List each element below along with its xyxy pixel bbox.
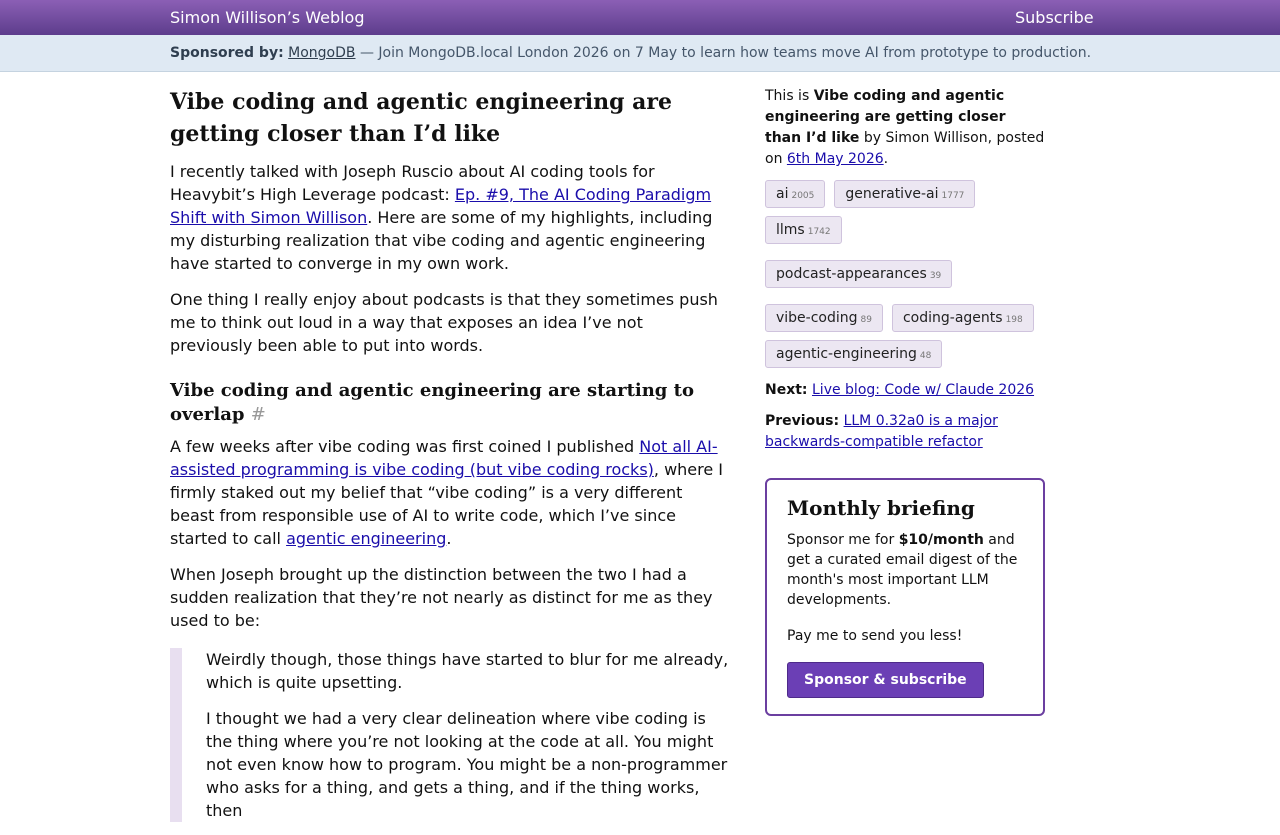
tag-ai[interactable] <box>765 180 825 208</box>
section-anchor-link[interactable]: # <box>250 404 266 425</box>
quote-paragraph: I thought we had a very clear delineation where vibe coding is the thing where you’re not looking at the code at all. You might not even know how to program. You might be a non-programmer who asks for a thing, and gets a thing, and if the thing works, then <box>206 709 728 820</box>
paragraph: One thing I really enjoy about podcasts is that they sometimes push me to think out loud in a way that exposes an idea I’ve not previously been able to put into words. <box>170 290 718 355</box>
next-label: Next: <box>765 382 808 398</box>
tag-list <box>765 180 1045 368</box>
quote-paragraph: Weirdly though, those things have started to blur for me already, which is quite upsetting. <box>206 650 729 692</box>
site-title-link[interactable]: Simon Willison’s Weblog <box>170 8 365 27</box>
article-content <box>170 72 730 835</box>
tag-name: podcast-appearances <box>776 266 927 282</box>
tag-name: vibe-coding <box>776 310 858 326</box>
paragraph <box>170 160 730 275</box>
tag-count: 1777 <box>941 191 965 201</box>
podcast-episode-link[interactable]: Ep. #9, The AI Coding Paradigm Shift with Simon Willison <box>170 185 712 227</box>
text: by Simon Willison, posted on <box>765 130 1045 167</box>
site-header <box>0 0 1280 35</box>
text: . <box>883 151 889 167</box>
tag-podcast-appearances[interactable] <box>765 260 952 288</box>
tag-name: agentic-engineering <box>776 346 917 362</box>
tag-name: generative-ai <box>845 186 939 202</box>
text: . <box>446 529 452 548</box>
blockquote <box>170 648 730 822</box>
sponsor-link[interactable]: MongoDB <box>288 45 356 61</box>
tag-name: ai <box>776 186 789 202</box>
tag-count: 198 <box>1005 315 1023 325</box>
next-post-link[interactable]: Live blog: Code w/ Claude 2026 <box>812 382 1035 398</box>
article-title: Vibe coding and agentic engineering are getting closer than I’d like <box>170 89 672 147</box>
tag-count: 1742 <box>807 227 831 237</box>
paragraph <box>170 435 730 550</box>
briefing-title: Monthly briefing <box>787 496 975 520</box>
paragraph: When Joseph brought up the distinction between the two I had a sudden realization that they’re not nearly as distinct for me as they used to be: <box>170 565 713 630</box>
meta-title: Vibe coding and agentic engineering are getting closer than I’d like <box>765 88 1006 146</box>
post-date-link[interactable]: 6th May 2026 <box>786 151 884 167</box>
tag-agentic-engineering[interactable] <box>765 340 942 368</box>
text: and get a curated email digest of the month's most important LLM developments. <box>787 532 1018 608</box>
text: I recently talked with Joseph Ruscio about AI coding tools for Heavybit’s High Leverage podcast: <box>170 162 655 204</box>
tag-coding-agents[interactable] <box>892 304 1034 332</box>
briefing-tagline: Pay me to send you less! <box>787 628 963 644</box>
previous-post <box>765 411 1045 453</box>
sponsor-banner <box>0 35 1280 72</box>
section-heading <box>170 379 730 427</box>
not-all-ai-assisted-link[interactable]: Not all AI-assisted programming is vibe coding (but vibe coding rocks) <box>170 437 718 479</box>
text: Sponsor me for <box>787 532 899 548</box>
previous-label: Previous: <box>765 413 840 429</box>
briefing-text <box>787 530 1023 610</box>
tag-llms[interactable] <box>765 216 842 244</box>
tag-generative-ai[interactable] <box>834 180 975 208</box>
tag-vibe-coding[interactable] <box>765 304 883 332</box>
post-meta <box>765 86 1045 170</box>
tag-count: 39 <box>929 271 942 281</box>
tag-count: 48 <box>919 351 932 361</box>
sponsor-label: Sponsored by: <box>170 45 284 61</box>
text: , where I firmly staked out my belief that “vibe coding” is a very different beast from responsible use of AI to write code, which I’ve since started to call <box>170 460 724 548</box>
sponsor-subscribe-button[interactable]: Sponsor & subscribe <box>787 662 984 698</box>
agentic-engineering-link[interactable]: agentic engineering <box>286 529 447 548</box>
tag-name: coding-agents <box>902 310 1003 326</box>
previous-post-link[interactable]: LLM 0.32a0 is a major backwards-compatible refactor <box>765 413 998 450</box>
next-post <box>765 380 1045 401</box>
text: . Here are some of my highlights, including my disturbing realization that vibe coding and agentic engineering have started to converge in my own work. <box>170 208 713 273</box>
tag-count: 89 <box>860 315 872 325</box>
text: A few weeks after vibe coding was first coined I published <box>170 437 640 456</box>
monthly-briefing-box <box>765 478 1045 716</box>
section-heading-text: Vibe coding and agentic engineering are starting to overlap <box>170 380 694 425</box>
sidebar <box>765 86 1045 716</box>
text: This is <box>765 88 814 104</box>
tag-name: llms <box>776 222 805 238</box>
tag-count: 2005 <box>791 191 815 201</box>
sponsor-text: — Join MongoDB.local London 2026 on 7 May to learn how teams move AI from prototype to production. <box>355 45 1092 61</box>
price: $10/month <box>898 532 984 548</box>
subscribe-link[interactable]: Subscribe <box>1015 8 1094 27</box>
